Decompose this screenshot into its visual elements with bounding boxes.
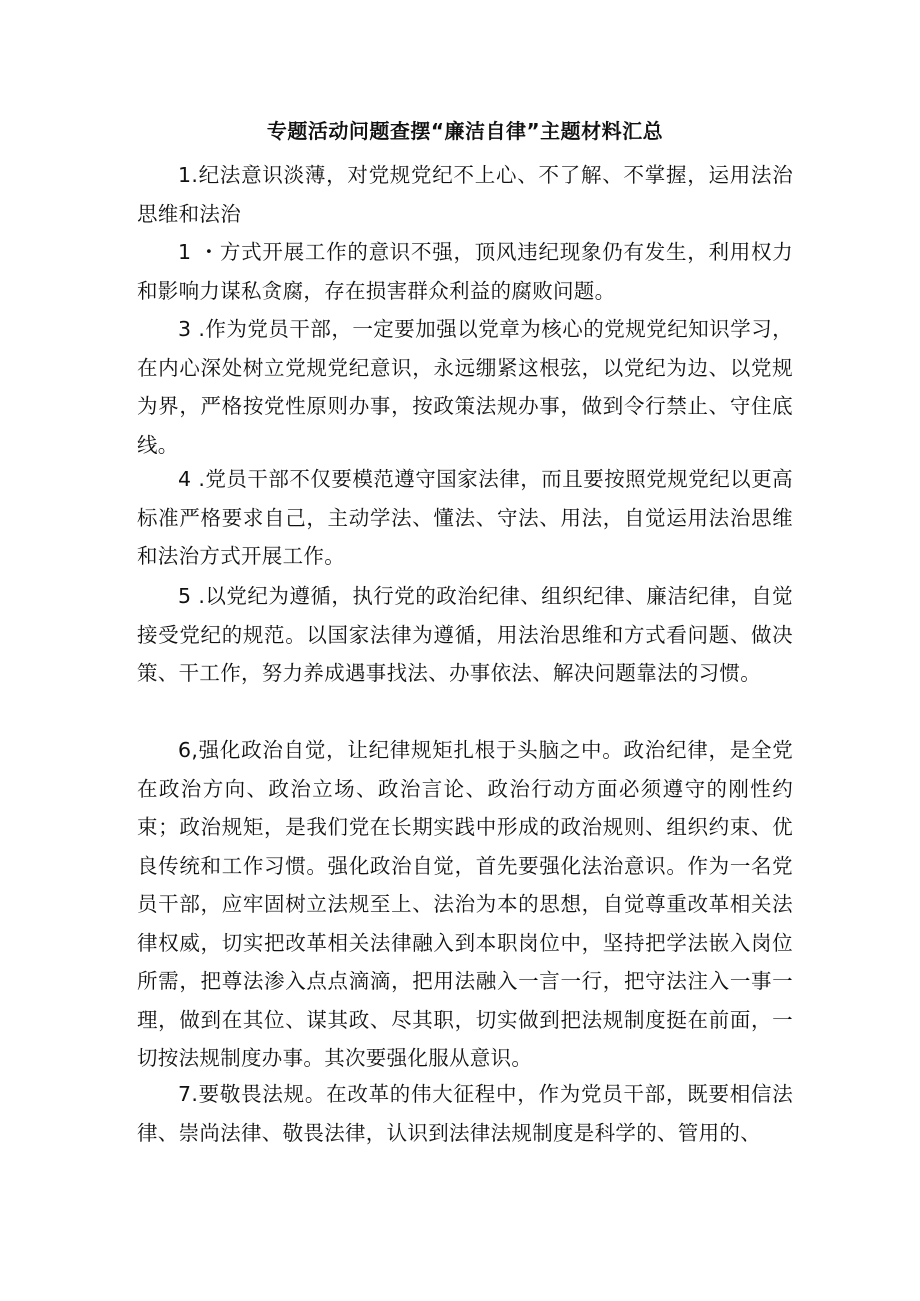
paragraph-text: 要敬畏法规。在改革的伟大征程中，作为党员干部，既要相信法律、崇尚法律、敬畏法律，认识到法律法规制度是科学的、管用的、 — [137, 1082, 793, 1145]
paragraph-number: 4 . — [178, 467, 206, 491]
paragraph-number: 1. — [178, 163, 199, 187]
paragraph-2 — [137, 233, 793, 310]
paragraph-number: 6, — [178, 738, 199, 762]
paragraph-text: 强化政治自觉，让纪律规矩扎根于头脑之中。政治纪律，是全党在政治方向、政治立场、政治言论、政治行动方面必须遵守的刚性约束；政治规矩，是我们党在长期实践中形成的政治规则、组织约束、优良传统和工作习惯。强化政治自觉，首先要强化法治意识。作为一名党员干部，应牢固树立法规至上、法治为本的思想，自觉尊重改革相关法律权威，切实把改革相关法律融入到本职岗位中，坚持把学法嵌入岗位所需，把尊法渗入点点滴滴，把用法融入一言一行，把守法注入一事一理，做到在其位、谋其政、尽其职，切实做到把法规制度挺在前面，一切按法规制度办事。其次要强化服从意识。 — [137, 738, 793, 1070]
paragraph-text: 方式开展工作的意识不强，顶风违纪现象仍有发生，利用权力和影响力谋私贪腐，存在损害群众利益的腐败问题。 — [137, 240, 793, 303]
paragraph-7 — [137, 1075, 793, 1152]
paragraph-text: 以党纪为遵循，执行党的政治纪律、组织纪律、廉洁纪律，自觉接受党纪的规范。以国家法律为遵循，用法治思维和方式看问题、做决策、干工作，努力养成遇事找法、办事依法、解决问题靠法的习惯。 — [137, 584, 793, 685]
paragraph-3 — [137, 310, 793, 464]
paragraph-text: 党员干部不仅要模范遵守国家法律，而且要按照党规党纪以更高标准严格要求自己，主动学法、懂法、守法、用法，自觉运用法治思维和法治方式开展工作。 — [137, 467, 793, 568]
paragraph-6 — [137, 731, 793, 1078]
paragraph-4 — [137, 460, 793, 576]
paragraph-text: 作为党员干部，一定要加强以党章为核心的党规党纪知识学习，在内心深处树立党规党纪意识，永远绷紧这根弦，以党纪为边、以党规为界，严格按党性原则办事，按政策法规办事，做到令行禁止、守住底线。 — [137, 317, 793, 457]
paragraph-number: 5 . — [178, 584, 206, 608]
paragraph-1 — [137, 156, 793, 233]
paragraph-text: 纪法意识淡薄，对党规党纪不上心、不了解、不掌握，运用法治思维和法治 — [137, 163, 793, 226]
paragraph-number: 1 ・ — [178, 240, 220, 264]
document-title: 专题活动问题查摆“廉洁自律”主题材料汇总 — [266, 119, 664, 143]
paragraph-number: 7. — [178, 1082, 199, 1106]
paragraph-5 — [137, 577, 793, 693]
paragraph-number: 3 . — [178, 317, 206, 341]
